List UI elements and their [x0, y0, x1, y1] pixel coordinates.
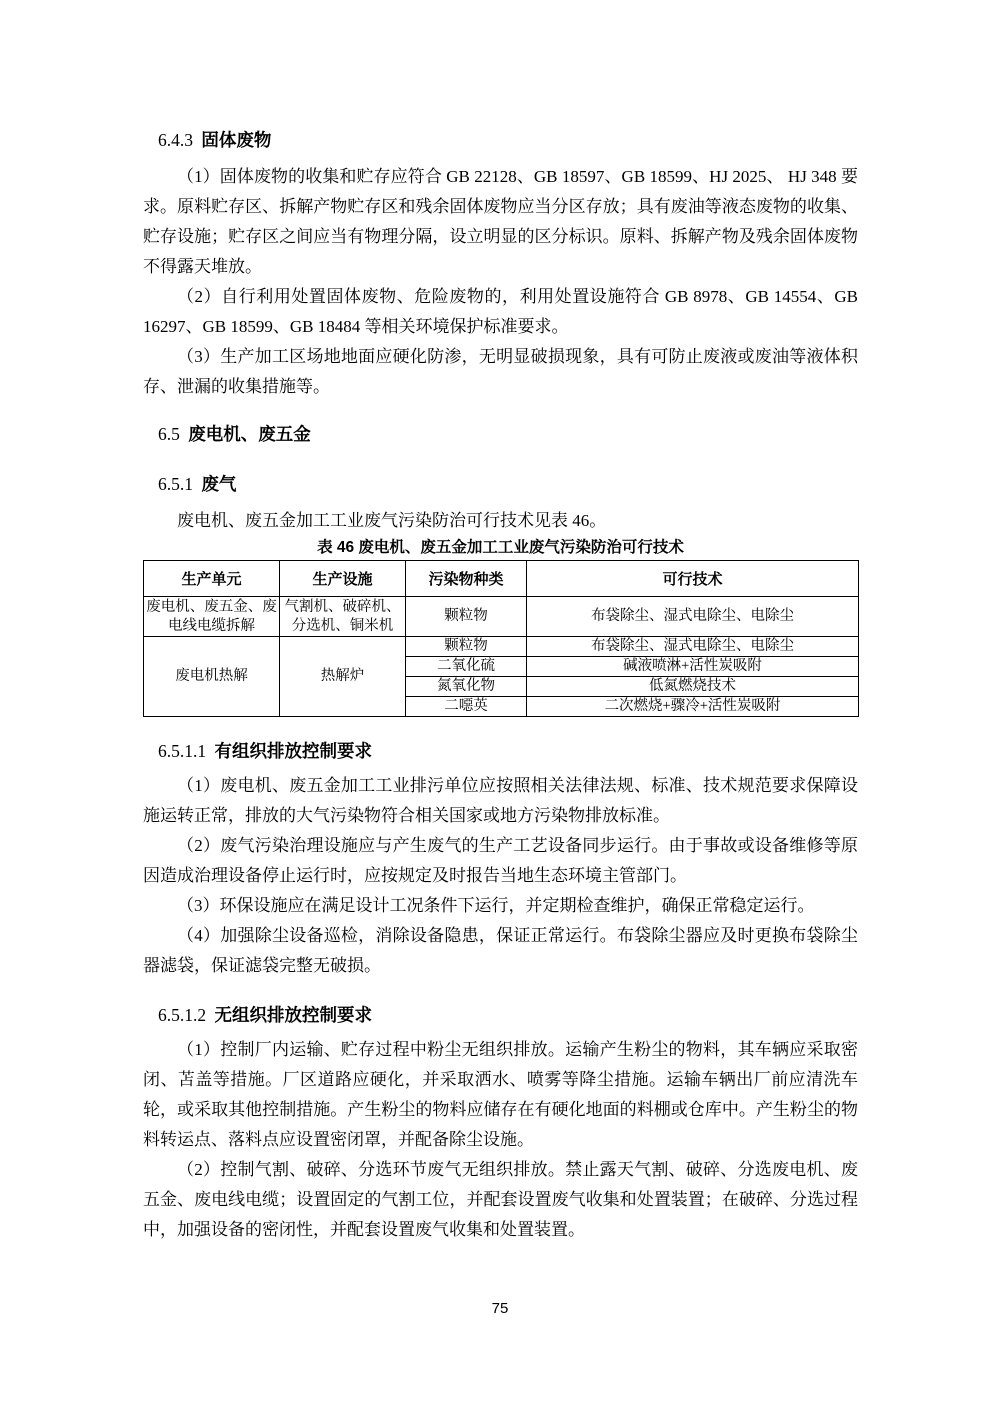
heading-title: 固体废物	[201, 130, 272, 150]
table-cell-unit: 废电机热解	[144, 637, 280, 717]
body-paragraph: （2）自行利用处置固体废物、危险废物的，利用处置设施符合 GB 8978、GB 14554、GB 16297、GB 18599、GB 18484 等相关环境保护标准要求。	[143, 287, 858, 336]
heading-number: 6.5.1.1	[158, 741, 207, 761]
table-46	[143, 560, 859, 717]
heading-number: 6.5.1.2	[158, 1005, 207, 1025]
page-content	[143, 0, 858, 1245]
section-heading-6-5	[158, 422, 858, 446]
table-caption: 表 46 废电机、废五金加工工业废气污染防治可行技术	[317, 539, 684, 556]
page-number: 75	[491, 1300, 509, 1317]
table-cell-technology: 二次燃烧+骤冷+活性炭吸附	[527, 697, 859, 717]
column-header-pollutant-type: 污染物种类	[406, 561, 527, 597]
section-heading-6-5-1-1	[158, 739, 858, 763]
heading-number: 6.4.3	[158, 130, 193, 150]
column-header-production-equipment: 生产设施	[280, 561, 406, 597]
heading-title: 废电机、废五金	[188, 424, 311, 444]
body-paragraph: （3）环保设施应在满足设计工况条件下运行，并定期检查维护，确保正常稳定运行。	[177, 896, 815, 915]
table-cell-pollutant: 颗粒物	[406, 597, 527, 637]
heading-title: 废气	[201, 474, 237, 494]
table-cell-technology: 布袋除尘、湿式电除尘、电除尘	[527, 597, 859, 637]
table-cell-unit: 废电机、废五金、废电线电缆拆解	[144, 597, 280, 637]
body-paragraph: （3）生产加工区场地地面应硬化防渗，无明显破损现象，具有可防止废液或废油等液体积存、泄漏的收集措施等。	[143, 347, 858, 396]
table-cell-pollutant: 二氧化硫	[406, 657, 527, 677]
table-row	[144, 597, 859, 637]
body-paragraph: （1）固体废物的收集和贮存应符合 GB 22128、GB 18597、GB 18599、HJ 2025、 HJ 348 要求。原料贮存区、拆解产物贮存区和残余固体废物应当分区存放；具有废油等液态废物的收集、贮存设施；贮存区之间应当有物理分隔，设立明显的区分标识。原料、拆解产物及残余固体废物不得露天堆放。	[143, 167, 858, 276]
heading-title: 无组织排放控制要求	[214, 1005, 372, 1025]
heading-number: 6.5.1	[158, 474, 193, 494]
table-cell-pollutant: 颗粒物	[406, 637, 527, 657]
table-intro-paragraph: 废电机、废五金加工工业废气污染防治可行技术见表 46。	[177, 511, 607, 530]
table-cell-pollutant: 氮氧化物	[406, 677, 527, 697]
heading-number: 6.5	[158, 424, 180, 444]
table-row	[144, 637, 859, 657]
column-header-production-unit: 生产单元	[144, 561, 280, 597]
table-cell-technology: 碱液喷淋+活性炭吸附	[527, 657, 859, 677]
table-header-row	[144, 561, 859, 597]
body-paragraph: （4）加强除尘设备巡检，消除设备隐患，保证正常运行。布袋除尘器应及时更换布袋除尘器滤袋，保证滤袋完整无破损。	[143, 926, 858, 975]
section-heading-6-5-1	[158, 472, 858, 496]
table-cell-equipment: 气割机、破碎机、分选机、铜米机	[280, 597, 406, 637]
body-paragraph: （1）废电机、废五金加工工业排污单位应按照相关法律法规、标准、技术规范要求保障设施运转正常，排放的大气污染物符合相关国家或地方污染物排放标准。	[143, 776, 858, 825]
heading-title: 有组织排放控制要求	[214, 741, 372, 761]
column-header-feasible-technology: 可行技术	[527, 561, 859, 597]
body-paragraph: （2）控制气割、破碎、分选环节废气无组织排放。禁止露天气割、破碎、分选废电机、废五金、废电线电缆；设置固定的气割工位，并配套设置废气收集和处置装置；在破碎、分选过程中，加强设备的密闭性，并配套设置废气收集和处置装置。	[143, 1160, 858, 1239]
section-heading-6-5-1-2	[158, 1003, 858, 1027]
table-cell-pollutant: 二噁英	[406, 697, 527, 717]
table-cell-technology: 低氮燃烧技术	[527, 677, 859, 697]
section-heading-6-4-3	[158, 128, 858, 152]
table-cell-equipment: 热解炉	[280, 637, 406, 717]
body-paragraph: （1）控制厂内运输、贮存过程中粉尘无组织排放。运输产生粉尘的物料，其车辆应采取密闭、苫盖等措施。厂区道路应硬化，并采取洒水、喷雾等降尘措施。运输车辆出厂前应清洗车轮，或采取其他控制措施。产生粉尘的物料应储存在有硬化地面的料棚或仓库中。产生粉尘的物料转运点、落料点应设置密闭罩，并配备除尘设施。	[143, 1040, 858, 1149]
body-paragraph: （2）废气污染治理设施应与产生废气的生产工艺设备同步运行。由于事故或设备维修等原因造成治理设备停止运行时，应按规定及时报告当地生态环境主管部门。	[143, 836, 858, 885]
table-cell-technology: 布袋除尘、湿式电除尘、电除尘	[527, 637, 859, 657]
